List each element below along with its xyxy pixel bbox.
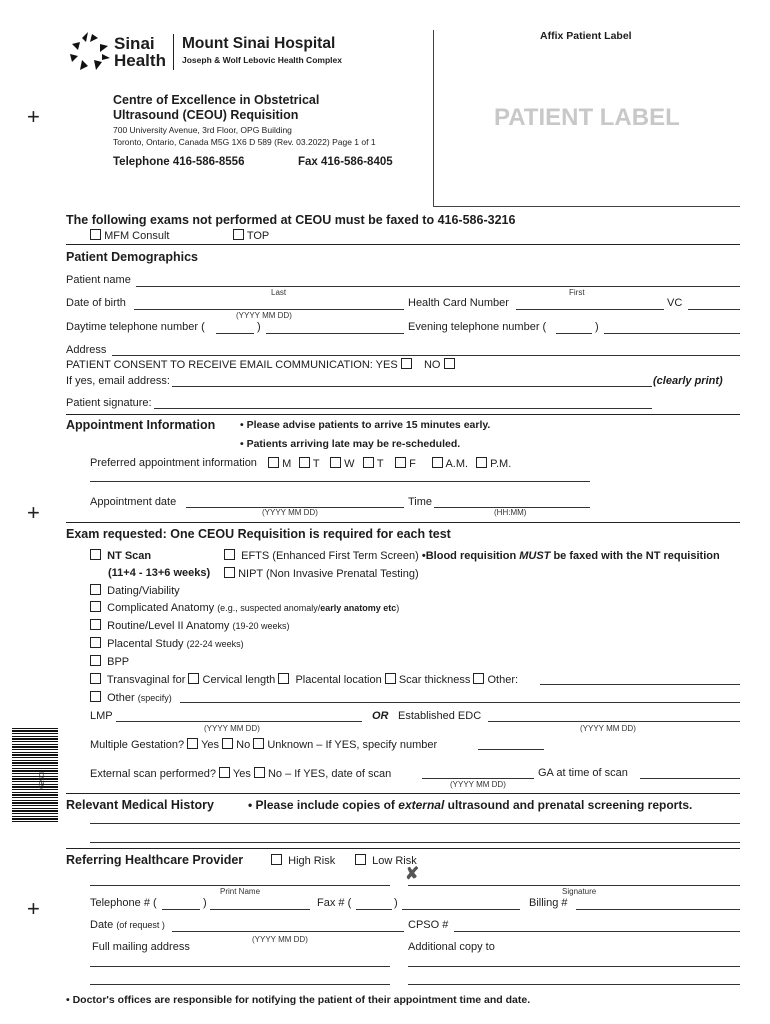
external-date-format: (YYYY MM DD) [450, 780, 506, 789]
ga-label: GA at time of scan [538, 767, 628, 779]
email-consent-label [66, 358, 455, 371]
am-option[interactable] [432, 457, 468, 470]
scar-label: Scar thickness [398, 674, 471, 686]
vc-label: VC [667, 297, 683, 309]
dating-checkbox[interactable] [90, 584, 101, 595]
telephone: Telephone 416-586-8556 [113, 156, 245, 168]
complicated-checkbox[interactable] [90, 601, 101, 612]
high-risk-checkbox[interactable] [271, 854, 282, 865]
low-risk-checkbox[interactable] [355, 854, 366, 865]
efts-checkbox[interactable] [224, 549, 235, 560]
appointment-title: Appointment Information [66, 418, 216, 432]
external-yes-checkbox[interactable] [219, 767, 230, 778]
nt-scan-option[interactable] [90, 549, 151, 562]
efts-note-must: MUST [519, 550, 551, 562]
appointment-date-label: Appointment date [90, 496, 177, 508]
day-w-checkbox[interactable] [330, 457, 341, 468]
ref-fax-area-field[interactable] [356, 909, 392, 910]
low-risk-label: Low Risk [372, 855, 417, 867]
time-format: (HH:MM) [494, 508, 527, 517]
daytime-phone-label: Daytime telephone number ( [66, 321, 205, 333]
day-t-label: T [312, 458, 320, 470]
appointment-note2: • Patients arriving late may be re-scheduled. [240, 438, 461, 450]
placental-checkbox[interactable] [90, 637, 101, 648]
pm-label: P.M. [490, 458, 512, 470]
registration-mark: + [27, 104, 40, 129]
other-checkbox[interactable] [90, 691, 101, 702]
time-label: Time [408, 496, 433, 508]
ref-date-field[interactable] [172, 931, 404, 932]
cervical-checkbox[interactable] [188, 673, 199, 684]
multiple-unknown-checkbox[interactable] [253, 738, 264, 749]
nt-scan-label: NT Scan [107, 550, 152, 562]
divider [66, 244, 740, 245]
day-t-checkbox[interactable] [299, 457, 310, 468]
external-no-checkbox[interactable] [254, 767, 265, 778]
exam-title-label: Exam requested: [66, 527, 167, 541]
other-tv-checkbox[interactable] [473, 673, 484, 684]
print-name-field[interactable] [90, 885, 390, 886]
dating-option[interactable] [90, 584, 180, 597]
evening-phone-label: Evening telephone number ( [408, 321, 547, 333]
barcode-code: D589 [37, 772, 44, 789]
placental-note: (22-24 weeks) [186, 639, 244, 649]
logo-divider [173, 34, 174, 70]
address-line2: Toronto, Ontario, Canada M5G 1X6 D 589 (Rev. 03.2022) Page 1 of 1 [113, 137, 376, 147]
patient-label-box-bottom [433, 206, 740, 207]
daytime-paren: ) [257, 321, 261, 333]
consent-no-label: NO [423, 359, 441, 371]
external-label: External scan performed? [90, 768, 216, 780]
placental-label: Placental Study [107, 638, 184, 650]
transvaginal-option[interactable] [90, 673, 518, 686]
routine-note: (19-20 weeks) [232, 621, 290, 631]
day-f-checkbox[interactable] [395, 457, 406, 468]
day-option-m[interactable] [268, 457, 291, 470]
address-field[interactable] [112, 355, 740, 356]
ref-date-request: (of request ) [116, 920, 165, 930]
high-risk-label: High Risk [288, 855, 336, 867]
multiple-gestation [90, 738, 437, 751]
preferred-notes-field[interactable] [90, 481, 590, 482]
nt-scan-checkbox[interactable] [90, 549, 101, 560]
history-note-text: • Please include copies of [248, 798, 399, 812]
cervical-label: Cervical length [202, 674, 276, 686]
transvaginal-checkbox[interactable] [90, 673, 101, 684]
placental-option[interactable] [90, 637, 244, 650]
dob-field[interactable] [134, 309, 404, 310]
registration-mark: + [27, 896, 40, 921]
nt-weeks: (11+4 - 13+6 weeks) [108, 567, 211, 579]
billing-label: Billing # [529, 897, 568, 909]
registration-mark: + [27, 500, 40, 525]
day-w-label: W [344, 458, 355, 470]
multiple-no-checkbox[interactable] [222, 738, 233, 749]
logo-line2: Health [114, 51, 166, 70]
first-name-hint: First [569, 288, 585, 297]
edc-label: Established EDC [398, 710, 482, 722]
mailing-label: Full mailing address [92, 941, 190, 953]
dob-label: Date of birth [66, 297, 126, 309]
pm-checkbox[interactable] [476, 457, 487, 468]
referring-title: Referring Healthcare Provider [66, 853, 244, 867]
divider [66, 522, 740, 523]
day-option-w[interactable] [330, 457, 354, 470]
ref-date-format: (YYYY MM DD) [252, 935, 308, 944]
mailing-field-2[interactable] [90, 984, 390, 985]
external-yes-label: Yes [232, 768, 251, 780]
hospital-subtitle: Joseph & Wolf Lebovic Health Complex [182, 55, 342, 65]
ref-fax-label: Fax # ( [317, 897, 352, 909]
ref-date-text: Date [90, 919, 114, 931]
other-label: Other [107, 692, 135, 704]
high-risk-option[interactable] [271, 854, 335, 867]
ref-tel-paren: ) [203, 897, 207, 909]
daytime-phone-field[interactable] [266, 333, 404, 334]
sinai-health-logo-icon [68, 32, 110, 72]
divider [66, 414, 740, 415]
billing-field[interactable] [576, 909, 740, 910]
or-label: OR [372, 710, 389, 722]
multiple-yes-checkbox[interactable] [187, 738, 198, 749]
day-f-label: F [409, 458, 416, 470]
routine-label: Routine/Level II Anatomy [107, 620, 230, 632]
mfm-consult-label: MFM Consult [104, 230, 170, 242]
email-label: If yes, email address: [66, 375, 170, 387]
clearly-print-note: (clearly print) [653, 375, 723, 387]
day-m-checkbox[interactable] [268, 457, 279, 468]
divider [66, 793, 740, 794]
mfm-consult-checkbox[interactable] [90, 229, 101, 240]
history-note-end: ultrasound and prenatal screening reports. [444, 798, 693, 812]
history-note-italic: external [398, 798, 445, 812]
fax: Fax 416-586-8405 [298, 156, 393, 168]
patient-signature-field[interactable] [154, 408, 652, 409]
copy-field-1[interactable] [408, 966, 740, 967]
copy-label: Additional copy to [408, 941, 495, 953]
health-card-label: Health Card Number [408, 297, 509, 309]
exam-title [66, 527, 451, 541]
footer-note: • Doctor's offices are responsible for notifying the patient of their appointment time and date. [66, 994, 531, 1006]
efts-note-end: be faxed with the NT requisition [550, 550, 720, 562]
efts-note: •Blood requisition [421, 550, 520, 562]
consent-no-checkbox[interactable] [444, 358, 455, 369]
print-name-hint: Print Name [220, 887, 261, 896]
mfm-consult-option[interactable] [90, 229, 169, 242]
evening-area-code-field[interactable] [556, 333, 592, 334]
day-th-checkbox[interactable] [363, 457, 374, 468]
address-label: Address [66, 344, 107, 356]
bpp-label: BPP [107, 656, 130, 668]
am-label: A.M. [445, 458, 469, 470]
cpso-label: CPSO # [408, 919, 449, 931]
signature-x-icon: ✘ [405, 864, 420, 883]
address-line1: 700 University Avenue, 3rd Floor, OPG Building [113, 125, 292, 135]
patient-name-field[interactable] [136, 286, 740, 287]
day-th-label: T [376, 458, 384, 470]
external-no-label: No – If YES, date of scan [267, 768, 392, 780]
health-card-field[interactable] [516, 309, 664, 310]
day-option-th[interactable] [363, 457, 384, 470]
placental-location-label: Placental location [295, 674, 382, 686]
email-field[interactable] [172, 386, 652, 387]
ga-field[interactable] [640, 778, 740, 779]
pm-option[interactable] [476, 457, 511, 470]
page-title-line2: Ultrasound (CEOU) Requisition [113, 108, 299, 122]
history-title: Relevant Medical History [66, 798, 214, 812]
complicated-note-end: ) [396, 603, 400, 613]
multiple-label: Multiple Gestation? [90, 739, 185, 751]
ref-telephone-label: Telephone # ( [90, 897, 157, 909]
top-option[interactable] [233, 229, 269, 242]
transvaginal-label: Transvaginal for [106, 674, 186, 686]
page-title-line1: Centre of Excellence in Obstetrical [113, 93, 320, 107]
affix-label: Affix Patient Label [540, 30, 632, 42]
external-date-field[interactable] [422, 778, 534, 779]
placental-location-checkbox[interactable] [278, 673, 289, 684]
signature-hint: Signature [562, 887, 597, 896]
day-m-label: M [282, 458, 292, 470]
am-checkbox[interactable] [432, 457, 443, 468]
complicated-note-bold: early anatomy etc [320, 603, 397, 613]
multiple-yes-label: Yes [201, 739, 220, 751]
other-tv-label: Other: [487, 674, 519, 686]
demographics-title: Patient Demographics [66, 250, 198, 264]
lmp-field[interactable] [116, 721, 362, 722]
lmp-label: LMP [90, 710, 113, 722]
nipt-option[interactable] [224, 567, 419, 580]
scar-checkbox[interactable] [385, 673, 396, 684]
top-checkbox[interactable] [233, 229, 244, 240]
ref-date-label [90, 919, 165, 931]
ref-telephone-field[interactable] [210, 909, 310, 910]
patient-name-label: Patient name [66, 274, 131, 286]
dob-format: (YYYY MM DD) [236, 311, 292, 320]
history-field-1[interactable] [90, 823, 740, 824]
cpso-field[interactable] [454, 931, 740, 932]
ref-fax-field[interactable] [402, 909, 520, 910]
daytime-area-code-field[interactable] [216, 333, 254, 334]
lmp-format: (YYYY MM DD) [204, 724, 260, 733]
multiple-number-field[interactable] [478, 749, 544, 750]
day-option-f[interactable] [395, 457, 416, 470]
complicated-option[interactable] [90, 601, 399, 614]
divider [66, 848, 740, 849]
routine-option[interactable] [90, 619, 290, 632]
evening-paren: ) [595, 321, 599, 333]
efts-option[interactable] [224, 549, 720, 562]
external-scan [90, 767, 391, 780]
patient-label-box [433, 30, 434, 206]
evening-phone-field[interactable] [604, 333, 740, 334]
efts-label: EFTS (Enhanced First Term Screen) [241, 550, 419, 562]
multiple-no-label: No [236, 739, 251, 751]
bpp-checkbox[interactable] [90, 655, 101, 666]
last-name-hint: Last [271, 288, 287, 297]
ref-fax-paren: ) [394, 897, 398, 909]
nipt-checkbox[interactable] [224, 567, 235, 578]
dating-label: Dating/Viability [107, 585, 180, 597]
routine-checkbox[interactable] [90, 619, 101, 630]
other-field[interactable] [180, 702, 740, 703]
top-label: TOP [246, 230, 270, 242]
other-tv-field[interactable] [540, 684, 740, 685]
appointment-date-format: (YYYY MM DD) [262, 508, 318, 517]
fax-notice: The following exams not performed at CEOU must be faxed to 416-586-3216 [66, 213, 516, 227]
vc-field[interactable] [688, 309, 740, 310]
appointment-note1: • Please advise patients to arrive 15 minutes early. [240, 419, 491, 431]
signature-field[interactable] [408, 885, 740, 886]
patient-signature-label: Patient signature: [66, 397, 152, 409]
other-specify: (specify) [137, 693, 172, 703]
patient-label-placeholder: PATIENT LABEL [494, 104, 680, 131]
edc-field[interactable] [488, 721, 740, 722]
bpp-option[interactable] [90, 655, 129, 668]
history-note [248, 798, 692, 812]
logo-line1: Sinai [114, 34, 155, 53]
exam-title-rest: One CEOU Requisition is required for each test [170, 527, 451, 541]
history-field-2[interactable] [90, 842, 740, 843]
preferred-label: Preferred appointment information [90, 457, 257, 469]
copy-field-2[interactable] [408, 984, 740, 985]
complicated-label: Complicated Anatomy [107, 602, 215, 614]
edc-format: (YYYY MM DD) [580, 724, 636, 733]
barcode [12, 728, 58, 824]
consent-yes-checkbox[interactable] [401, 358, 412, 369]
day-option-t[interactable] [299, 457, 320, 470]
other-option[interactable] [90, 691, 172, 704]
nipt-label: NIPT (Non Invasive Prenatal Testing) [238, 568, 419, 580]
complicated-note: (e.g., suspected anomaly/ [217, 603, 321, 613]
mailing-field-1[interactable] [90, 966, 390, 967]
multiple-unknown-label: Unknown – If YES, specify number [267, 739, 438, 751]
hospital-name: Mount Sinai Hospital [182, 35, 336, 52]
ref-tel-area-field[interactable] [162, 909, 200, 910]
email-consent-text: PATIENT CONSENT TO RECEIVE EMAIL COMMUNICATION: YES [66, 359, 398, 371]
